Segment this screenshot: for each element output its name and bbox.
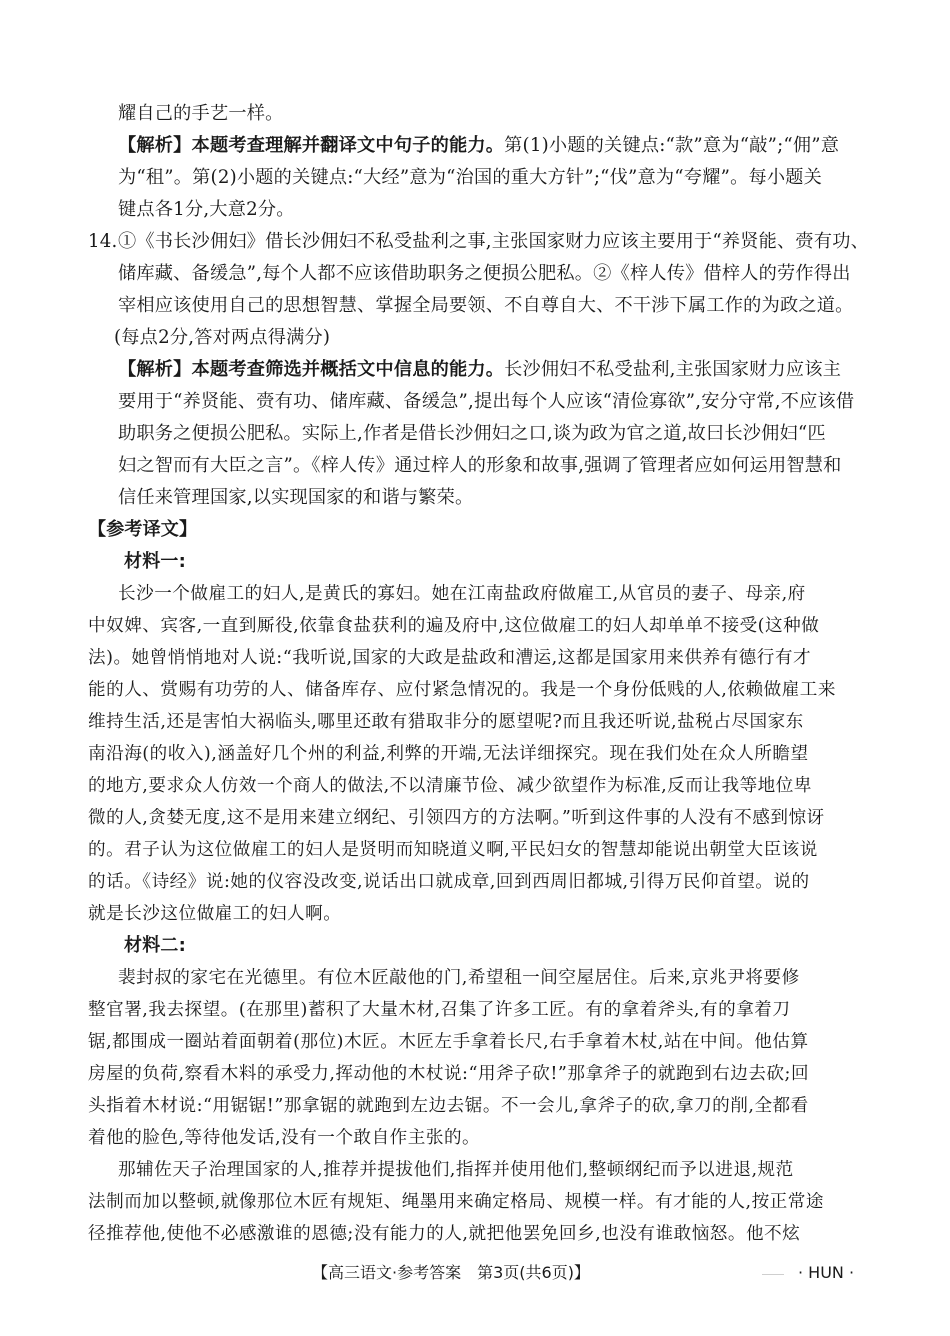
material1-line: 中奴婢、宾客,一直到厮役,依靠食盐获利的遍及府中,这位做雇工的妇人却单单不接受(这种做 [88, 616, 820, 636]
material2-line: 那辅佐天子治理国家的人,推荐并提拔他们,指挥并使用他们,整顿纲纪而予以进退,规范 [118, 1160, 794, 1180]
material2-line: 法制而加以整顿,就像那位木匠有规矩、绳墨用来确定格局、规模一样。有才能的人,按正常途 [88, 1192, 824, 1212]
analysis-label: 【解析】本题考查筛选并概括文中信息的能力。 [118, 359, 505, 380]
material2-line: 锯,都围成一圈站着面朝着(那位)木匠。木匠左手拿着长尺,右手拿着木杖,站在中间。他估算 [88, 1032, 809, 1052]
answer14-analysis-line-5: 信任来管理国家,以实现国家的和谐与繁荣。 [118, 487, 474, 508]
translation-heading: 【参考译文】 [88, 519, 198, 540]
material1-line: 维持生活,还是害怕大祸临头,哪里还敢有猎取非分的愿望呢?而且我还听说,盐税占尽国家东 [88, 712, 804, 732]
material1-line: 法)。她曾悄悄地对人说:“我听说,国家的大政是盐政和漕运,这都是国家用来供养有德行有才 [88, 648, 812, 668]
answer14-line-1: ①《书长沙佣妇》借长沙佣妇不私受盐利之事,主张国家财力应该主要用于“养贤能、赍有功、 [118, 231, 869, 252]
analysis-label: 【解析】本题考查理解并翻译文中句子的能力。 [118, 135, 505, 156]
material2-line: 着他的脸色,等待他发话,没有一个敢自作主张的。 [88, 1128, 481, 1148]
answer13-tail: 耀自己的手艺一样。 [118, 103, 284, 124]
material2-line: 径推荐他,使他不必感激谁的恩德;没有能力的人,就把他罢免回乡,也没有谁敢恼怒。他不炫 [88, 1224, 801, 1244]
answer14-line-3: 宰相应该使用自己的思想智慧、掌握全局要领、不自尊自大、不干涉下属工作的为政之道。 [118, 295, 854, 316]
answer14-number: 14. [88, 231, 118, 252]
answer14-line-2: 储库藏、备缓急”,每个人都不应该借助职务之便损公肥私。②《梓人传》借梓人的劳作得出 [118, 263, 851, 284]
material1-line: 就是长沙这位做雇工的妇人啊。 [88, 904, 342, 924]
material1-line: 南沿海(的收入),涵盖好几个州的利益,利弊的开端,无法详细探究。现在我们处在众人所瞻望 [88, 744, 809, 764]
analysis-text: 第(1)小题的关键点:“款”意为“敲”;“佣”意 [504, 135, 840, 156]
answer13-analysis-line-3: 键点各1分,大意2分。 [118, 199, 295, 220]
answer14-analysis-line-1 [118, 358, 841, 382]
answer14-scoring: (每点2分,答对两点得满分) [114, 327, 331, 348]
answer13-analysis-line-1 [118, 134, 839, 158]
material2-line: 整官署,我去探望。(在那里)蓄积了大量木材,召集了许多工匠。有的拿着斧头,有的拿着刀 [88, 1000, 791, 1020]
footer-label: 【高三语文·参考答案 第3页(共6页)】 [312, 1263, 590, 1282]
material2-line: 房屋的负荷,察看木料的承受力,挥动他的木杖说:“用斧子砍!”那拿斧子的就跑到右边去砍;回 [88, 1064, 810, 1084]
material1-line: 的地方,要求众人仿效一个商人的做法,不以清廉节俭、减少欲望作为标准,反而让我等地位卑 [88, 776, 812, 796]
material1-line: 能的人、赏赐有功劳的人、储备库存、应付紧急情况的。我是一个身份低贱的人,依赖做雇工来 [88, 680, 836, 700]
answer13-analysis-line-2: 为“租”。第(2)小题的关键点:“大经”意为“治国的重大方针”;“伐”意为“夸耀”。每小题关 [118, 167, 823, 188]
answer14-analysis-line-3: 助职务之便损公肥私。实际上,作者是借长沙佣妇之口,谈为政为官之道,故曰长沙佣妇“匹 [118, 423, 826, 444]
answer14-analysis-line-4: 妇之智而有大臣之言”。《梓人传》通过梓人的形象和故事,强调了管理者应如何运用智慧和 [118, 455, 842, 476]
material2-line: 裴封叔的家宅在光德里。有位木匠敲他的门,希望租一间空屋居住。后来,京兆尹将要修 [118, 968, 800, 988]
footer-code: · HUN · [798, 1263, 855, 1282]
answer14-analysis-line-2: 要用于“养贤能、赍有功、储库藏、备缓急”,提出每个人应该“清俭寡欲”,安分守常,不应该借 [118, 391, 855, 412]
material1-line: 长沙一个做雇工的妇人,是黄氏的寡妇。她在江南盐政府做雇工,从官员的妻子、母亲,府 [118, 584, 806, 604]
material2-line: 头指着木材说:“用锯锯!”那拿锯的就跑到左边去锯。不一会儿,拿斧子的砍,拿刀的削,全都看 [88, 1096, 809, 1116]
material2-title: 材料二: [124, 935, 186, 956]
analysis-text: 长沙佣妇不私受盐利,主张国家财力应该主 [504, 359, 842, 380]
material1-line: 的话。《诗经》说:她的仪容没改变,说话出口就成章,回到西周旧都城,引得万民仰首望。说的 [88, 872, 810, 892]
material1-title: 材料一: [124, 551, 186, 572]
material1-line: 的。君子认为这位做雇工的妇人是贤明而知晓道义啊,平民妇女的智慧却能说出朝堂大臣该说 [88, 840, 818, 860]
material1-line: 微的人,贪婪无度,这不是用来建立纲纪、引领四方的方法啊。”听到这件事的人没有不感到惊讶 [88, 808, 825, 828]
footer-divider [762, 1274, 784, 1275]
